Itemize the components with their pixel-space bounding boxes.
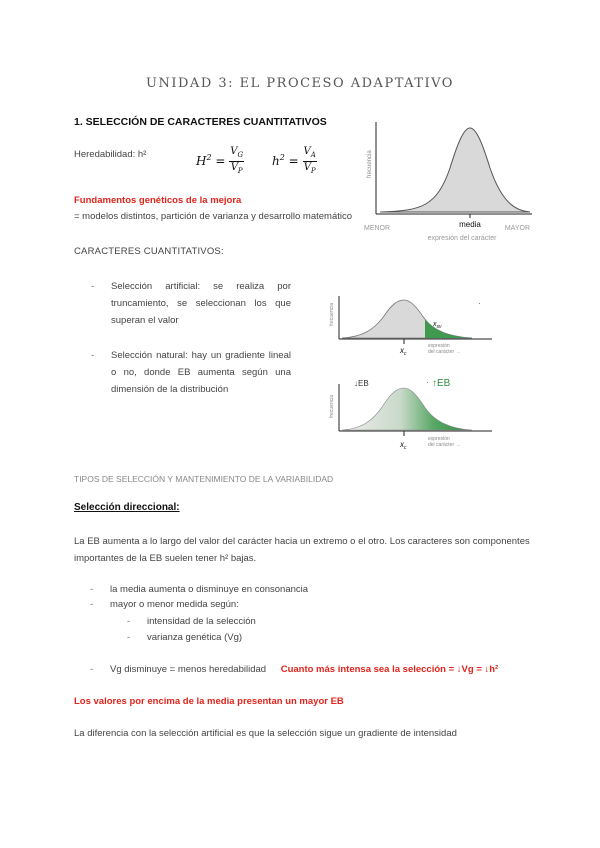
heredabilidad-list [90, 662, 550, 677]
curve-area [342, 300, 472, 338]
figure-artificial-selection [322, 290, 498, 366]
dot-mark: · [478, 299, 481, 308]
page-title: UNIDAD 3: EL PROCESO ADAPTATIVO [146, 76, 454, 91]
x-axis-title: expresión del carácter [427, 235, 497, 242]
x-label-right: MAYOR [504, 225, 530, 232]
list-item: - la media aumenta o disminuye en consonancia [90, 582, 530, 597]
curve-area [380, 128, 530, 212]
vg-text: Vg disminuye = menos heredabilidad [110, 664, 267, 675]
figure-natural-selection [322, 374, 498, 458]
formula-narrow-heritability: $h^2$ = $\frac{V_A}{V_P}$ [272, 146, 316, 175]
dot-mark: · [426, 378, 429, 387]
list-item: - Selección natural: hay un gradiente lineal o no, donde EB aumenta según una dimensión de la distribución [91, 347, 291, 398]
x-label-mid: media [459, 220, 481, 229]
figure-normal-distribution [362, 118, 534, 246]
x-label-left: MENOR [364, 225, 391, 232]
list-item: - intensidad de la selección [127, 614, 427, 630]
section2-subheading: Selección direccional: [74, 502, 180, 513]
x-axis-title-1: expresión [428, 343, 450, 349]
low-eb-label: ↓EB [354, 379, 369, 388]
x-axis-title-2: del carácter → [428, 349, 461, 355]
y-axis-label: frecuencia [329, 302, 335, 326]
direccional-sublist [127, 614, 427, 646]
curve-area [342, 388, 472, 430]
caracteres-heading: CARACTERES CUANTITATIVOS: [74, 246, 224, 257]
red-statement: Los valores por encima de la media presentan un mayor EB [74, 696, 344, 707]
caracteres-list [91, 278, 291, 398]
formula-broad-heritability: $H^2$ = $\frac{V_G}{V_P}$ [196, 146, 244, 175]
list-item [90, 662, 550, 677]
intensity-text: Cuanto más intensa sea la selección = ↓Vg = ↓h² [280, 664, 499, 675]
selected-mean-label: $x_{sv}$ [433, 321, 442, 330]
x-axis-title-2: del carácter → [428, 442, 461, 448]
final-statement: La diferencia con la selección artificial es que la selección sigue un gradiente de intensidad [74, 728, 457, 739]
mean-label: $x_c$ [400, 346, 407, 357]
section2-heading: TIPOS DE SELECCIÓN Y MANTENIMIENTO DE LA VARIABILIDAD [74, 474, 334, 484]
direccional-list [90, 582, 530, 612]
section2-paragraph: La EB aumenta a lo largo del valor del carácter hacia un extremo o el otro. Los caracteres son componentes importantes de la EB suelen tener h² bajas. [74, 536, 530, 564]
y-axis-label: frecuencia [329, 394, 335, 418]
list-item: - mayor o menor medida según: [90, 597, 530, 612]
x-axis-title-1: expresión [428, 436, 450, 442]
y-axis-label: frecuencia [367, 150, 373, 178]
high-eb-label: ↑EB [432, 378, 451, 389]
heredabilidad-label: Heredabilidad: h² [74, 149, 147, 160]
fundamentos-title: Fundamentos genéticos de la mejora [74, 195, 242, 206]
mean-label: $x_c$ [400, 440, 407, 451]
list-item: - Selección artificial: se realiza por truncamiento, se seleccionan los que superan el valor [91, 278, 291, 329]
fundamentos-text: = modelos distintos, partición de varianza y desarrollo matemático [74, 211, 353, 222]
list-item: - varianza genética (Vg) [127, 630, 427, 646]
section-heading: 1. SELECCIÓN DE CARACTERES CUANTITATIVOS [74, 116, 327, 128]
